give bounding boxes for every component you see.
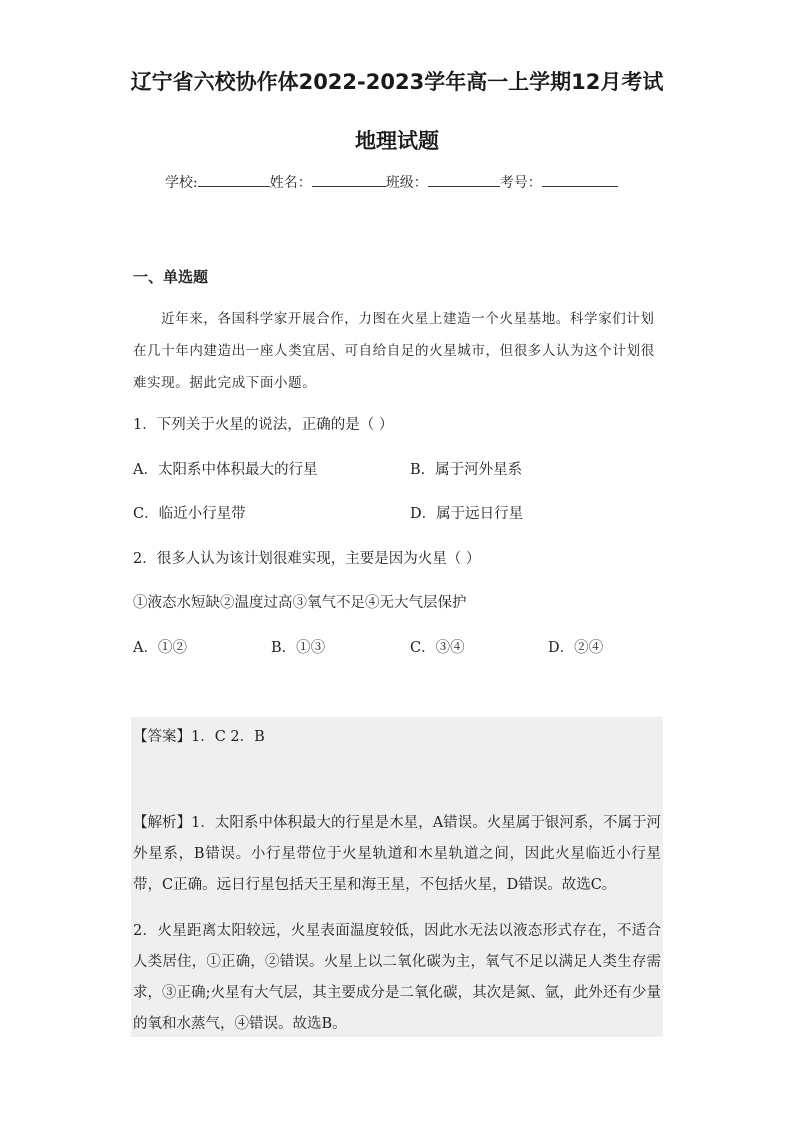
question-2-option-c: C．③④: [410, 640, 465, 656]
number-label: 考号：: [499, 175, 542, 191]
question-2-statements: ①液态水短缺②温度过高③氧气不足④无大气层保护: [133, 595, 467, 611]
question-1-option-b: B．属于河外星系: [410, 462, 523, 478]
question-1-option-d: D．属于远日行星: [410, 506, 524, 522]
analysis-question-1: 【解析】1．太阳系中体积最大的行星是木星，A错误。火星属于银河系，不属于河外星系，B错误。小行星带位于火星轨道和木星轨道之间，因此火星临近小行星带，C正确。远日行星包括天王星和海王星，不包括火星，D错误。故选C。: [133, 815, 661, 893]
school-label: 学校:: [165, 175, 198, 191]
question-2-option-a: A．①②: [133, 640, 187, 656]
document-title: 辽宁省六校协作体2022-2023学年高一上学期12月考试: [130, 70, 664, 94]
reading-passage: 近年来，各国科学家开展合作，力图在火星上建造一个火星基地。科学家们计划在几十年内建造出一座人类宜居、可自给自足的火星城市，但很多人认为这个计划很难实现。据此完成下面小题。: [133, 311, 655, 391]
school-blank: [198, 172, 270, 187]
question-1-option-a: A．太阳系中体积最大的行星: [133, 462, 318, 478]
school-field: [165, 172, 618, 192]
answer-line: 【答案】1．C 2．B: [133, 729, 265, 745]
class-label: 班级：: [385, 175, 428, 191]
question-1-stem: 1．下列关于火星的说法，正确的是（ ）: [133, 417, 394, 433]
name-label: 姓名：: [269, 175, 312, 191]
name-blank: [312, 172, 386, 187]
document-subtitle: 地理试题: [355, 129, 439, 153]
number-blank: [542, 172, 618, 187]
question-2-option-d: D．②④: [548, 640, 604, 656]
class-blank: [428, 172, 500, 187]
question-1-option-c: C．临近小行星带: [133, 506, 246, 522]
question-2-stem: 2．很多人认为该计划很难实现，主要是因为火星（ ）: [133, 551, 481, 567]
section-title: 一、单选题: [133, 268, 209, 286]
question-2-option-b: B．①③: [271, 640, 326, 656]
analysis-question-2: 2．火星距离太阳较远，火星表面温度较低，因此水无法以液态形式存在，不适合人类居住，①正确，②错误。火星上以二氧化碳为主，氧气不足以满足人类生存需求，③正确;火星有大气层，其主要成分是二氧化碳，其次是氮、氩，此外还有少量的氧和水蒸气，④错误。故选B。: [133, 923, 661, 1032]
